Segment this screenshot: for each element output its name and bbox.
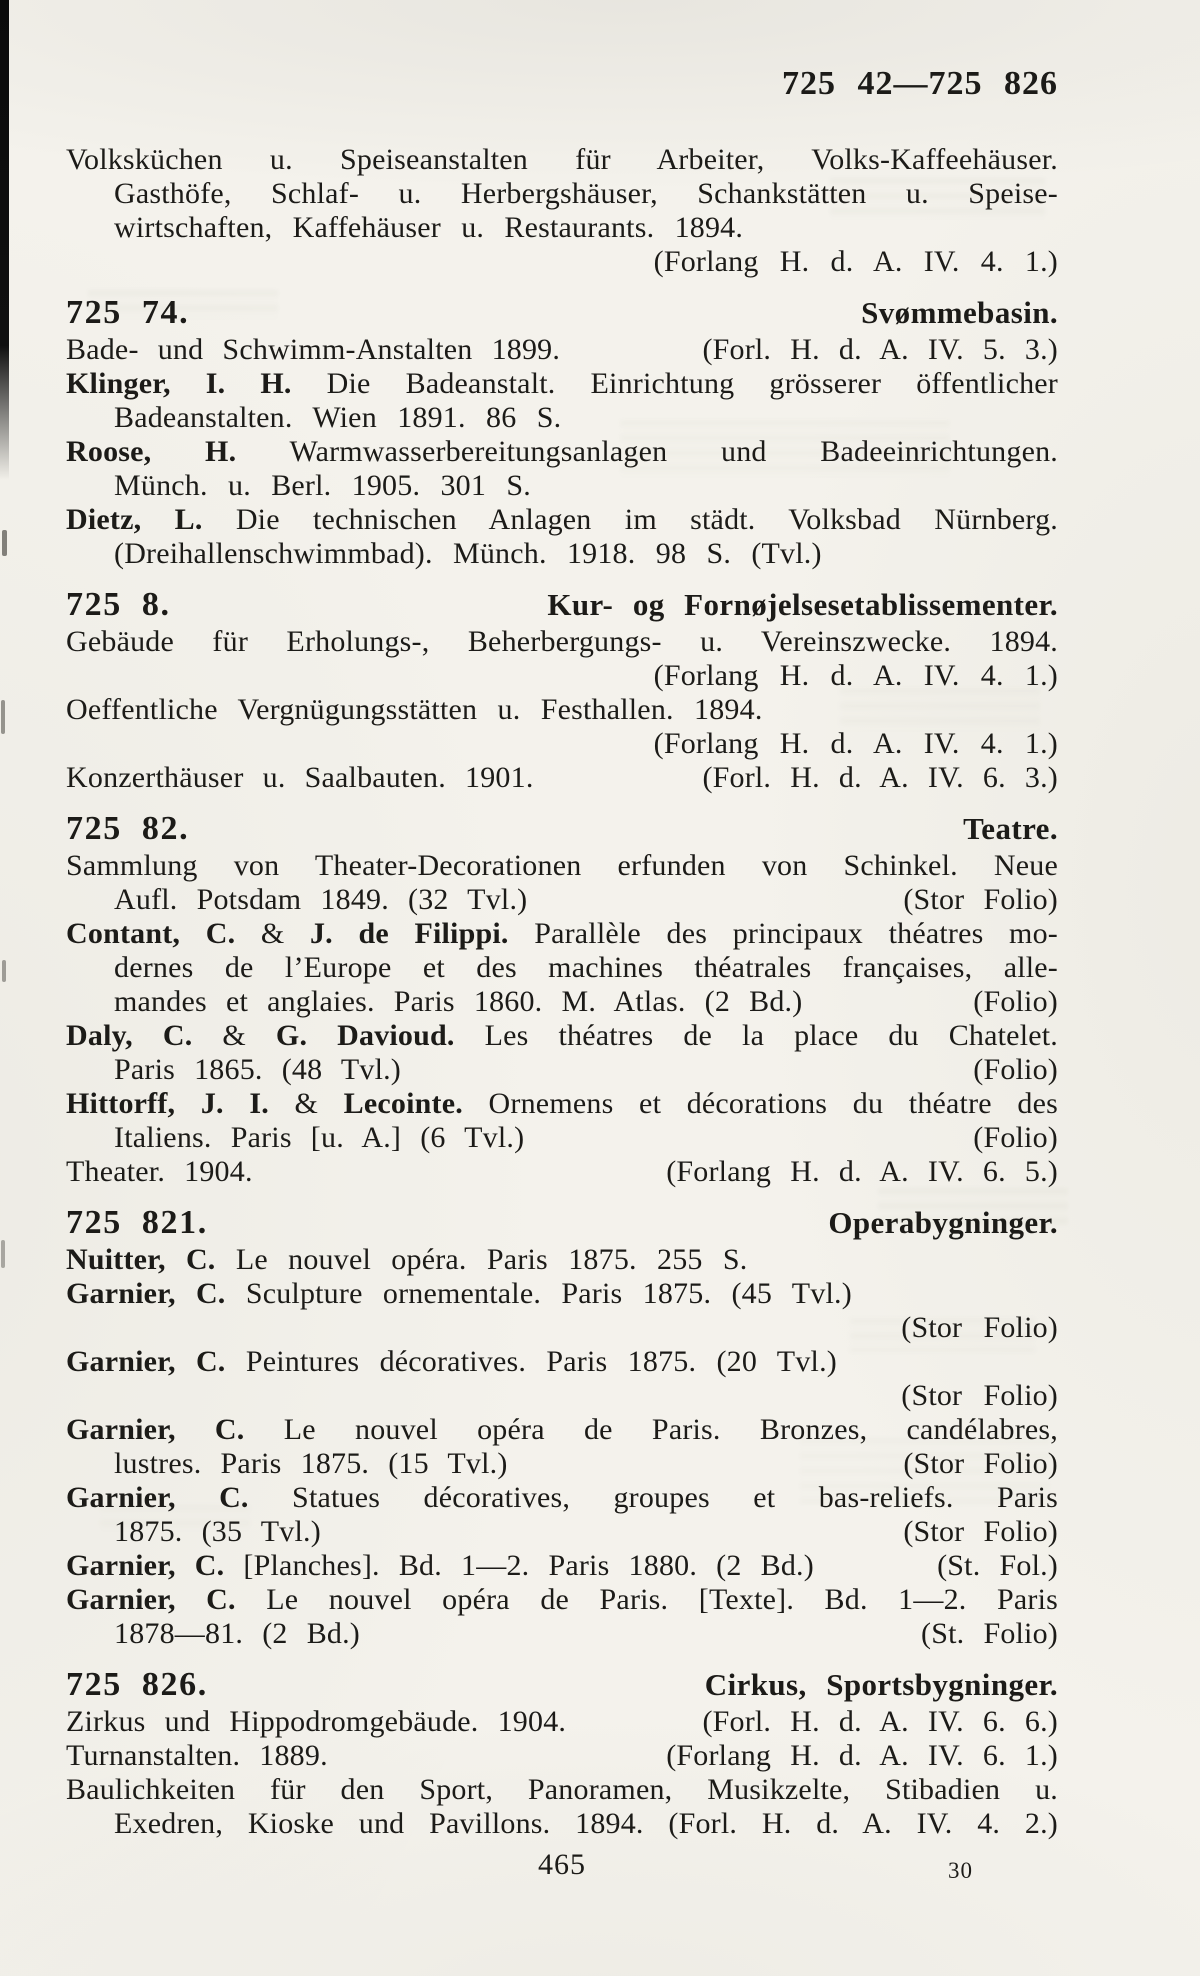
entry-text — [66, 143, 1058, 176]
entry-text: Münch. u. Berl. 1905. 301 S. — [114, 469, 531, 502]
catalog-line — [66, 693, 1058, 727]
entry-text: Konzerthäuser u. Saalbauten. 1901. — [66, 761, 534, 794]
entry-text — [114, 537, 822, 570]
author-name: Nuitter, C. — [66, 1243, 216, 1276]
author-name: Garnier, C. — [66, 1481, 249, 1514]
entry-text — [66, 1583, 1058, 1616]
format-note: (Forlang H. d. A. IV. 6. 5.) — [666, 1155, 1058, 1188]
entry-text: Peintures décoratives. Paris 1875. (20 Tvl.) — [225, 1345, 837, 1378]
catalog-line — [66, 951, 1058, 985]
entry-text: (Stor Folio) — [901, 1311, 1058, 1344]
catalog-line — [66, 1705, 1058, 1739]
classification-number: 725 826. — [66, 1666, 208, 1703]
entry-text — [114, 1447, 508, 1481]
catalog-line — [66, 1277, 1058, 1311]
entry-text: 1878—81. (2 Bd.) — [114, 1617, 360, 1650]
classification-number: 725 82. — [66, 810, 190, 847]
entry-text — [66, 1155, 253, 1189]
format-note: (Folio) — [973, 1121, 1058, 1154]
entry-text — [114, 469, 531, 502]
entry-text — [654, 659, 1058, 692]
format-note: (St. Folio) — [921, 1617, 1058, 1650]
author-name: J. de Filippi. — [309, 917, 509, 950]
entry-text: Oeffentliche Vergnügungsstätten u. Festhallen. 1894. — [66, 693, 763, 726]
catalog-line — [66, 1413, 1058, 1447]
format-note: (Stor Folio) — [903, 1447, 1058, 1480]
author-name: Garnier, C. — [66, 1277, 226, 1310]
scan-edge-artifact — [0, 0, 9, 480]
entry-text: Gebäude für Erholungs-, Beherbergungs- u. Vereinszwecke. 1894. — [66, 625, 1058, 658]
author-name: Lecointe. — [343, 1087, 463, 1120]
entry-text: (Forlang H. d. A. IV. 4. 1.) — [653, 727, 1058, 760]
entry-text: Ornemens et décorations du théatre des — [462, 1087, 1058, 1120]
catalog-line — [66, 143, 1058, 177]
entry-text — [114, 1807, 1058, 1840]
format-note: (Folio) — [973, 1053, 1058, 1086]
entry-text: Parallèle des principaux théatres mo- — [508, 917, 1058, 950]
catalog-line — [66, 435, 1058, 469]
scan-speck — [2, 960, 6, 982]
catalog-line — [66, 1739, 1058, 1773]
entry-text: Le nouvel opéra de Paris. Bronzes, candélabres, — [244, 1413, 1059, 1446]
catalog-line — [66, 1447, 1058, 1481]
entry-text — [114, 211, 743, 244]
section-heading — [66, 585, 1058, 625]
entry-text: Le nouvel opéra de Paris. [Texte]. Bd. 1—2. Paris — [235, 1583, 1059, 1616]
entry-text: Aufl. Potsdam 1849. (32 Tvl.) — [114, 883, 528, 916]
entry-text — [66, 849, 1058, 882]
entry-text — [66, 367, 1058, 400]
entry-text — [66, 1705, 566, 1739]
catalog-line — [66, 1087, 1058, 1121]
catalog-line — [66, 1773, 1058, 1807]
classification-number: 725 821. — [66, 1204, 208, 1241]
entry-text: Gasthöfe, Schlaf- u. Herbergshäuser, Schankstätten u. Speise- — [114, 177, 1058, 210]
catalog-line — [66, 1121, 1058, 1155]
section-title: Kur- og Fornøjelsesetablissementer. — [547, 587, 1058, 622]
catalog-line — [66, 367, 1058, 401]
scan-speck — [1, 700, 5, 734]
catalog-line — [66, 1019, 1058, 1053]
entry-text: [Planches]. Bd. 1—2. Paris 1880. (2 Bd.) — [224, 1549, 814, 1582]
catalog-line — [66, 883, 1058, 917]
entry-text — [66, 1277, 852, 1310]
entry-text — [66, 1773, 1058, 1806]
catalog-line — [66, 469, 1058, 503]
format-note: (Forl. H. d. A. IV. 5. 3.) — [702, 333, 1058, 366]
entry-text — [66, 761, 534, 795]
entry-text: 1875. (35 Tvl.) — [114, 1515, 321, 1548]
author-name: Roose, H. — [66, 435, 237, 468]
entry-text — [66, 1549, 814, 1583]
entry-text: (Stor Folio) — [901, 1379, 1058, 1412]
entry-text: Badeanstalten. Wien 1891. 86 S. — [114, 401, 562, 434]
format-note: (Forl. H. d. A. IV. 6. 3.) — [702, 761, 1058, 794]
entry-text: & — [222, 1019, 276, 1052]
entry-text: (Forlang H. d. A. IV. 4. 1.) — [653, 245, 1058, 278]
section-title: Teatre. — [963, 811, 1058, 846]
catalog-line — [66, 625, 1058, 659]
entry-text: Paris 1865. (48 Tvl.) — [114, 1053, 401, 1086]
entry-text — [66, 1413, 1058, 1446]
section-heading — [66, 1203, 1058, 1243]
entry-text — [114, 1053, 401, 1087]
entry-text — [114, 177, 1058, 210]
catalog-line — [66, 401, 1058, 435]
catalog-line — [66, 985, 1058, 1019]
catalog-line — [66, 333, 1058, 367]
page-number: 465 — [538, 1848, 586, 1881]
entry-text: mandes et anglaies. Paris 1860. M. Atlas. (2 Bd.) — [114, 985, 803, 1018]
catalog-line — [66, 503, 1058, 537]
entry-text — [114, 1121, 524, 1155]
entry-text: dernes de l’Europe et des machines théatrales françaises, alle- — [114, 951, 1058, 984]
entry-text: Sammlung von Theater-Decorationen erfunden von Schinkel. Neue — [66, 849, 1058, 882]
entry-text — [114, 883, 527, 917]
author-name: Dietz, L. — [66, 503, 203, 536]
author-name: G. Davioud. — [275, 1019, 455, 1052]
entry-text: Exedren, Kioske und Pavillons. 1894. (Forl. H. d. A. IV. 4. 2.) — [114, 1807, 1058, 1840]
entry-text: Bade- und Schwimm-Anstalten 1899. — [66, 333, 561, 366]
section-title: Operabygninger. — [828, 1205, 1058, 1240]
entry-text — [66, 1243, 748, 1276]
catalog-line — [66, 1379, 1058, 1413]
entry-text — [901, 1311, 1058, 1344]
catalog-line — [66, 1053, 1058, 1087]
catalog-line — [66, 177, 1058, 211]
entry-text — [66, 1019, 1058, 1052]
author-name: Contant, C. — [66, 917, 261, 950]
scan-speck — [2, 530, 7, 556]
format-note: (St. Fol.) — [937, 1549, 1058, 1582]
catalog-line — [66, 1583, 1058, 1617]
author-name: Garnier, C. — [66, 1345, 226, 1378]
entry-text — [654, 245, 1058, 278]
entry-text: Sculpture ornementale. Paris 1875. (45 Tvl.) — [225, 1277, 852, 1310]
entry-text: lustres. Paris 1875. (15 Tvl.) — [114, 1447, 508, 1480]
section-heading — [66, 293, 1058, 333]
section-heading — [66, 809, 1058, 849]
entry-text: Die Badeanstalt. Einrichtung grösserer öffentlicher — [291, 367, 1058, 400]
catalog-lines — [66, 143, 1058, 1841]
classification-range-header: 725 42—725 826 — [782, 65, 1058, 102]
entry-text — [654, 727, 1058, 760]
catalog-line — [66, 1515, 1058, 1549]
entry-text — [66, 1739, 328, 1773]
author-name: Garnier, C. — [66, 1583, 236, 1616]
entry-text — [66, 503, 1058, 536]
classification-number: 725 8. — [66, 586, 171, 623]
catalog-line — [66, 761, 1058, 795]
entry-text — [901, 1379, 1058, 1412]
author-name: Klinger, I. H. — [66, 367, 292, 400]
entry-text — [114, 985, 802, 1019]
format-note: (Folio) — [973, 985, 1058, 1018]
entry-text: & — [294, 1087, 344, 1120]
entry-text — [66, 333, 560, 367]
catalog-line — [66, 1311, 1058, 1345]
section-title: Cirkus, Sportsbygninger. — [704, 1667, 1058, 1702]
catalog-line — [66, 1481, 1058, 1515]
catalog-line — [66, 727, 1058, 761]
entry-text: & — [260, 917, 310, 950]
entry-text — [66, 693, 763, 726]
entry-text — [114, 1515, 321, 1549]
catalog-line — [66, 849, 1058, 883]
author-name: Garnier, C. — [66, 1549, 225, 1582]
entry-text: Statues décoratives, groupes et bas-reliefs. Paris — [248, 1481, 1058, 1514]
format-note: (Forl. H. d. A. IV. 6. 6.) — [702, 1705, 1058, 1738]
format-note: (Forlang H. d. A. IV. 6. 1.) — [666, 1739, 1058, 1772]
section-heading — [66, 1665, 1058, 1705]
catalog-line — [66, 211, 1058, 245]
entry-text: Baulichkeiten für den Sport, Panoramen, Musikzelte, Stibadien u. — [66, 1773, 1058, 1806]
format-note: (Stor Folio) — [903, 883, 1058, 916]
catalog-line — [66, 659, 1058, 693]
entry-text: Die technischen Anlagen im städt. Volksbad Nürnberg. — [202, 503, 1058, 536]
format-note: (Stor Folio) — [903, 1515, 1058, 1548]
catalog-line — [66, 245, 1058, 279]
signature-mark: 30 — [948, 1858, 973, 1883]
entry-text — [66, 1087, 1058, 1120]
entry-text: (Forlang H. d. A. IV. 4. 1.) — [653, 659, 1058, 692]
catalog-line — [66, 917, 1058, 951]
entry-text: (Dreihallenschwimmbad). Münch. 1918. 98 S. (Tvl.) — [114, 537, 822, 570]
catalog-line — [66, 1243, 1058, 1277]
author-name: Garnier, C. — [66, 1413, 245, 1446]
entry-text — [114, 401, 561, 434]
entry-text: Warmwasserbereitungsanlagen und Badeeinrichtungen. — [236, 435, 1058, 468]
entry-text: Italiens. Paris [u. A.] (6 Tvl.) — [114, 1121, 525, 1154]
entry-text: Theater. 1904. — [66, 1155, 253, 1188]
entry-text — [66, 625, 1058, 658]
entry-text: Turnanstalten. 1889. — [66, 1739, 328, 1772]
classification-number: 725 74. — [66, 294, 190, 331]
entry-text: Volksküchen u. Speiseanstalten für Arbeiter, Volks-Kaffeehäuser. — [66, 143, 1058, 176]
entry-text: Les théatres de la place du Chatelet. — [454, 1019, 1058, 1052]
entry-text: Le nouvel opéra. Paris 1875. 255 S. — [215, 1243, 748, 1276]
text-column — [66, 64, 1058, 1841]
entry-text — [66, 1345, 837, 1378]
catalog-line — [66, 537, 1058, 571]
catalog-line — [66, 1155, 1058, 1189]
section-title: Svømmebasin. — [861, 295, 1058, 330]
catalog-line — [66, 1617, 1058, 1651]
catalog-line — [66, 1807, 1058, 1841]
entry-text — [66, 1481, 1058, 1514]
scan-speck — [1, 1240, 5, 1268]
author-name: Daly, C. — [66, 1019, 223, 1052]
entry-text — [114, 951, 1058, 984]
entry-text — [114, 1617, 360, 1651]
catalog-line — [66, 1549, 1058, 1583]
entry-text: Zirkus und Hippodromgebäude. 1904. — [66, 1705, 567, 1738]
entry-text — [66, 917, 1058, 950]
catalog-line — [66, 1345, 1058, 1379]
entry-text: wirtschaften, Kaffehäuser u. Restaurants. 1894. — [114, 211, 744, 244]
entry-text — [66, 435, 1058, 468]
author-name: Hittorff, J. I. — [66, 1087, 295, 1120]
